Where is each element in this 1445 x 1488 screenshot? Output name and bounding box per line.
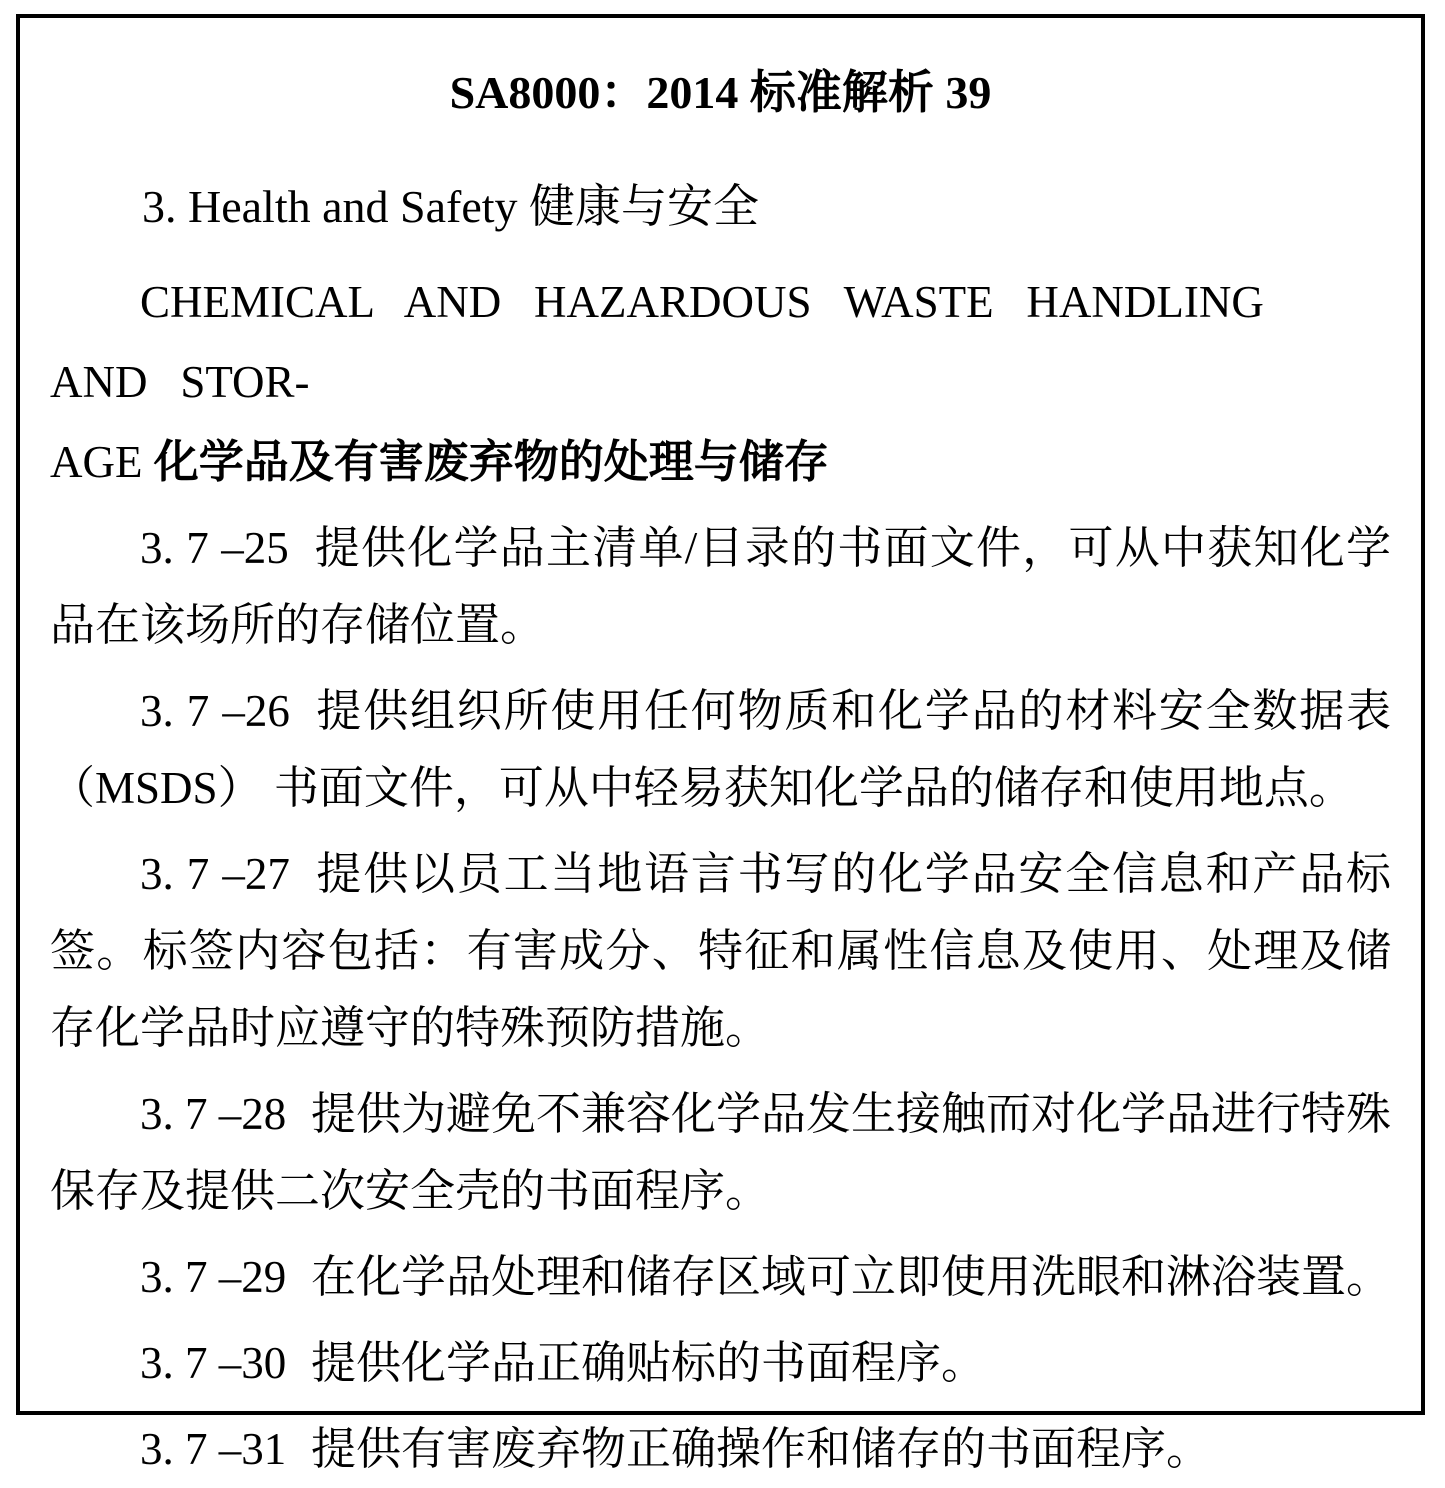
clause-number: 3. 7 –25 — [140, 523, 289, 573]
clause-text: 在化学品处理和储存区域可立即使用洗眼和淋浴装置。 — [311, 1252, 1392, 1302]
clause-number: 3. 7 –31 — [140, 1424, 287, 1474]
clause-paragraph — [50, 673, 1391, 827]
clause-paragraph — [50, 1411, 1391, 1488]
section-heading-chinese: 健康与安全 — [529, 181, 760, 232]
page-title: SA8000：2014 标准解析 39 — [449, 67, 992, 118]
clause-text: 提供以员工当地语言书写的化学品安全信息和产品标签。标签内容包括：有害成分、特征和属性信息及使用、处理及储存化学品时应遵守的特殊预防措施。 — [50, 849, 1391, 1053]
clause-text: 提供化学品主清单/目录的书面文件，可从中获知化学品在该场所的存储位置。 — [50, 523, 1391, 650]
clause-paragraph — [50, 1076, 1391, 1230]
subsection-english-line2: AGE — [50, 437, 143, 487]
clause-text: 提供化学品正确贴标的书面程序。 — [311, 1338, 987, 1388]
subsection-chinese: 化学品及有害废弃物的处理与储存 — [153, 436, 829, 487]
section-heading — [50, 166, 1391, 248]
subsection-english-line1: CHEMICAL AND HAZARDOUS WASTE HANDLING AND STOR- — [50, 277, 1264, 407]
clause-number: 3. 7 –30 — [140, 1338, 287, 1388]
clause-paragraph — [50, 836, 1391, 1067]
clause-number: 3. 7 –26 — [140, 686, 290, 736]
subsection-heading — [50, 262, 1391, 502]
clause-paragraph — [50, 1325, 1391, 1402]
section-heading-english: 3. Health and Safety — [142, 181, 518, 232]
book-page — [16, 14, 1425, 1474]
clause-number: 3. 7 –28 — [140, 1089, 287, 1139]
clause-number: 3. 7 –27 — [140, 849, 290, 899]
clause-text: 提供有害废弃物正确操作和储存的书面程序。 — [311, 1424, 1212, 1474]
clause-text: 提供为避免不兼容化学品发生接触而对化学品进行特殊保存及提供二次安全壳的书面程序。 — [50, 1089, 1392, 1216]
clause-number: 3. 7 –29 — [140, 1252, 287, 1302]
clause-text: 提供组织所使用任何物质和化学品的材料安全数据表（MSDS） 书面文件，可从中轻易获知化学品的储存和使用地点。 — [50, 686, 1391, 813]
clause-paragraph — [50, 510, 1391, 664]
clause-paragraph — [50, 1239, 1391, 1316]
